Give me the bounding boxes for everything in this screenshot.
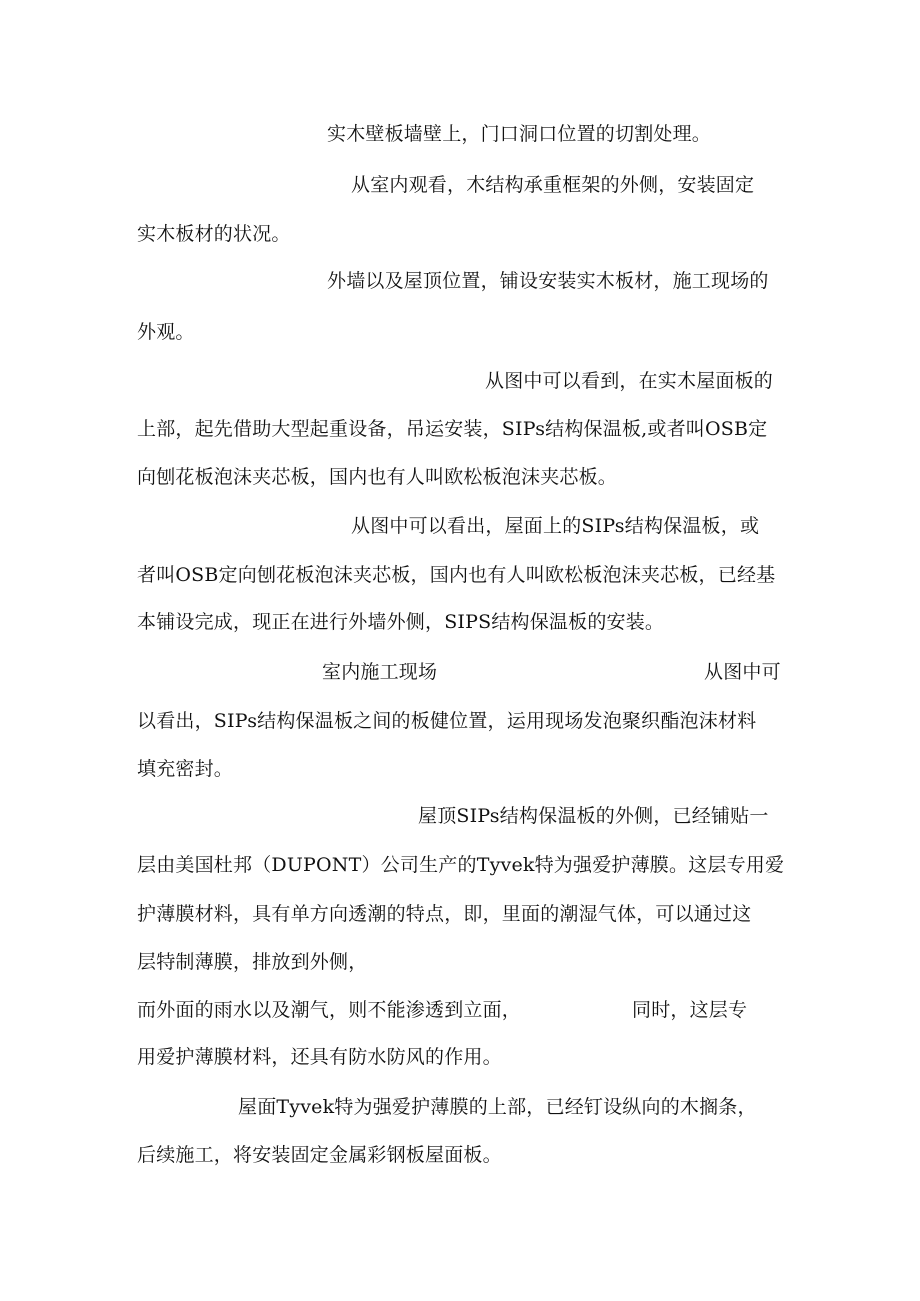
paragraph-8-line-1a: 而外面的雨水以及潮气，则不能渗透到立面， — [137, 999, 522, 1021]
paragraph-2-line-1: 从室内观看，木结构承重框架的外侧，安装固定 — [351, 174, 755, 196]
paragraph-8-line-2: 用爱护薄膜材料，还具有防水防风的作用。 — [137, 1046, 502, 1068]
paragraph-3-line-1: 外墙以及屋顶位置，铺设安装实木板材，施工现场的 — [327, 270, 769, 292]
paragraph-7-line-4: 层特制薄膜，排放到外侧， — [137, 951, 368, 973]
paragraph-9-line-1: 屋面Tyvek特为强爱护薄膜的上部，已经钉设纵向的木搁条， — [238, 1096, 757, 1118]
paragraph-6-line-1b: 从图中可 — [704, 661, 781, 683]
paragraph-5-line-2: 者叫OSB定向刨花板泡沫夹芯板，国内也有人叫欧松板泡沫夹芯板，已经基 — [137, 564, 776, 586]
paragraph-1-line-1: 实木壁板墙壁上，门口洞口位置的切割处理。 — [327, 123, 712, 145]
paragraph-3-line-2: 外观。 — [137, 321, 195, 343]
paragraph-7-line-3: 护薄膜材料，具有单方向透潮的特点，即，里面的潮湿气体，可以通过这 — [137, 903, 752, 925]
paragraph-7-line-2: 层由美国杜邦（DUPONT）公司生产的Tyvek特为强爱护薄膜。这层专用爱 — [137, 854, 785, 876]
paragraph-6-line-1a: 室内施工现场 — [322, 661, 438, 683]
paragraph-2-line-2: 实木板材的状况。 — [137, 223, 291, 245]
paragraph-4-line-3: 向刨花板泡沫夹芯板，国内也有人叫欧松板泡沫夹芯板。 — [137, 466, 618, 488]
paragraph-6-line-3: 填充密封。 — [137, 758, 234, 780]
paragraph-6-line-2: 以看出，SIPs结构保温板之间的板健位置，运用现场发泡聚织酯泡沫材料 — [137, 710, 757, 732]
paragraph-4-line-2: 上部，起先借助大型起重设备，吊运安装，SIPs结构保温板,或者叫OSB定 — [137, 418, 768, 440]
paragraph-5-line-3: 本铺设完成，现正在进行外墙外侧，SIPS结构保温板的安装。 — [137, 611, 665, 633]
paragraph-9-line-2: 后续施工，将安装固定金属彩钢板屋面板。 — [137, 1144, 502, 1166]
paragraph-8-line-1b: 同时，这层专 — [632, 999, 748, 1021]
paragraph-5-line-1: 从图中可以看出，屋面上的SIPs结构保温板，或 — [351, 515, 760, 537]
paragraph-7-line-1: 屋顶SIPs结构保温板的外侧，已经铺贴一 — [418, 805, 769, 827]
paragraph-4-line-1: 从图中可以看到，在实木屋面板的 — [485, 370, 774, 392]
